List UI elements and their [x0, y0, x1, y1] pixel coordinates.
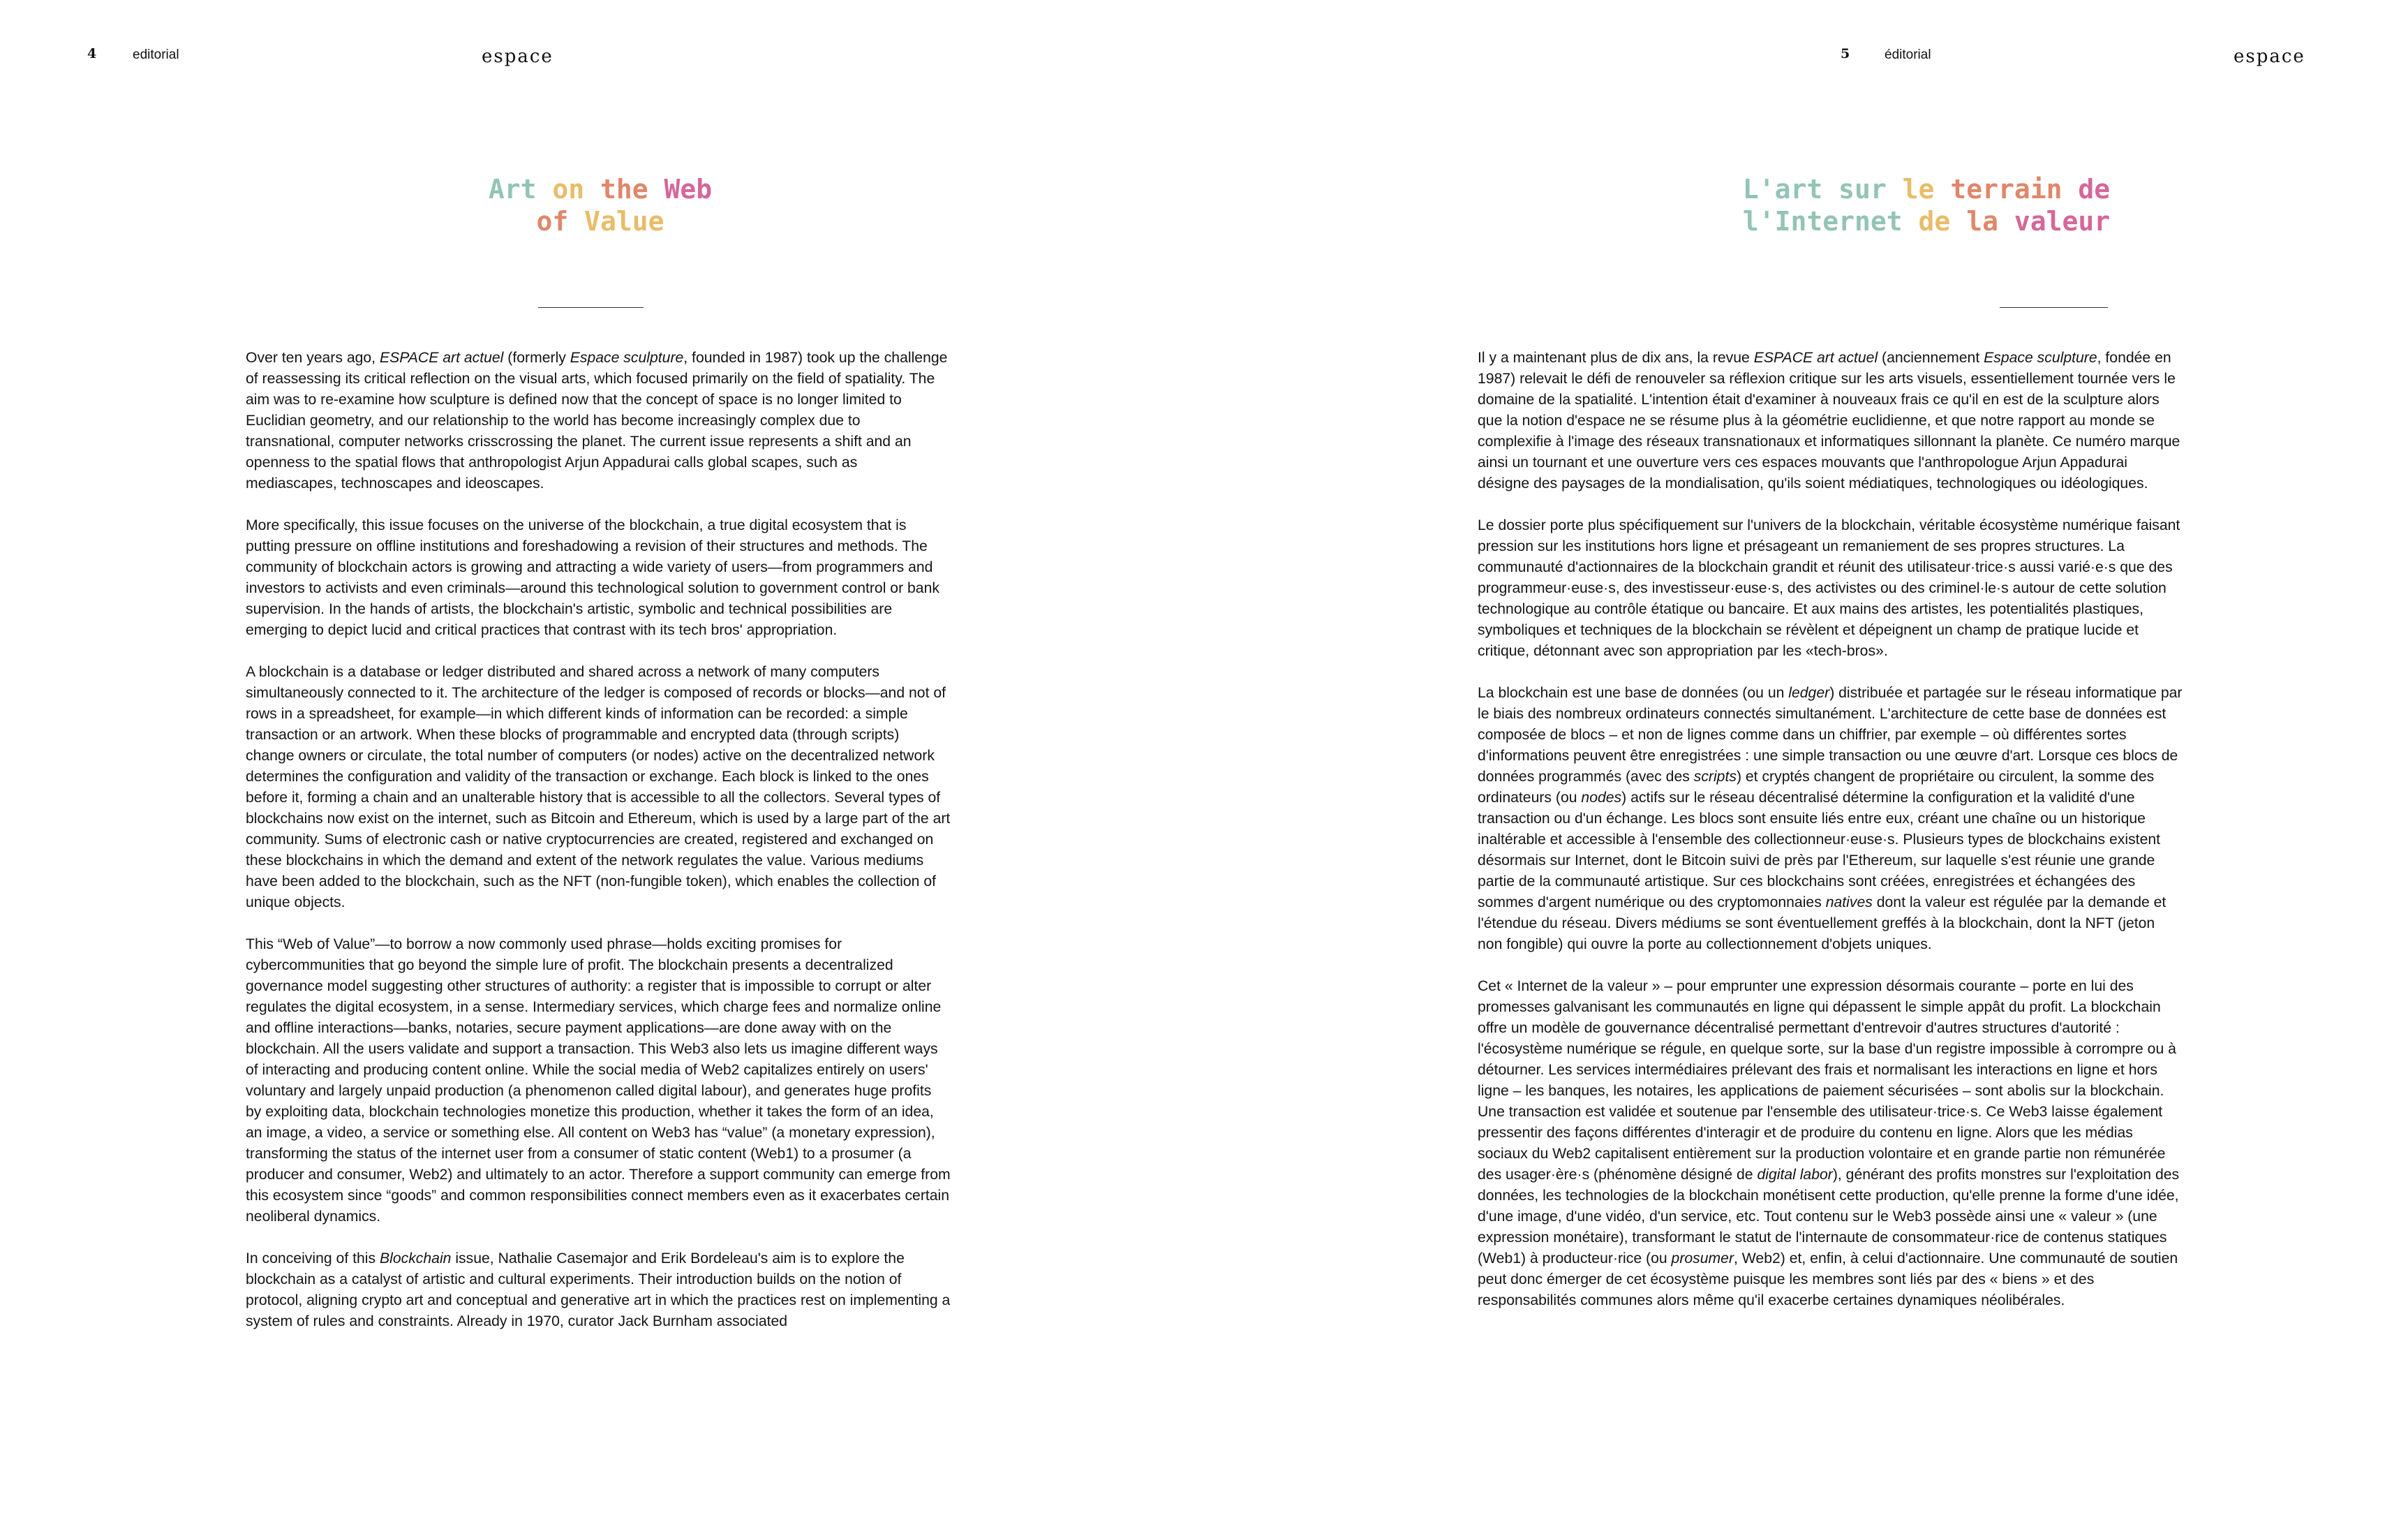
title-word: de — [1918, 206, 1951, 237]
article-body — [246, 348, 951, 1353]
title-word: terrain — [1950, 174, 2063, 205]
paragraph: Le dossier porte plus spécifiquement sur l'univers de la blockchain, véritable écosystème numérique faisant pression sur les institutions hors ligne et présageant un remaniement de ses propres structures. La communauté d'actionnaires de la blockchain grandit et réunit des utilisateur·trice·s aussi varié·e·s que des programmeur·euse·s, des investisseur·euse·s, des activistes ou des criminel·le·s autour de cette solution technologique au contrôle étatique ou bancaire. Et aux mains des artistes, les potentialités plastiques, symboliques et techniques de la blockchain se révèlent et dépeignent un champ de pratique lucide et critique, détonnant avec son appropriation par les «tech-bros». — [1478, 517, 2180, 659]
page-number: 5 — [1841, 46, 1850, 61]
article-title — [1612, 173, 2240, 237]
title-word: l'Internet — [1742, 206, 1903, 237]
title-word: sur — [1838, 174, 1887, 205]
paragraph: Cet « Internet de la valeur » – pour emprunter une expression désormais courante – porte en lui des promesses galvanisant les communautés en ligne qui dépassent le simple appât du profit. La blockchain offre un modèle de gouvernance décentralisé permettant d'entrevoir d'autres structures d'autorité : l'écosystème numérique se régule, en quelque sorte, sur la base d'un registre impossible à corrompre ou à détourner. Les services intermédiaires prélevant des frais et normalisant les interactions en ligne et hors ligne – les banques, les notaires, les applications de paiement sécurisées – sont abolis sur la blockchain. Une transaction est validée et soutenue par l'ensemble des utilisateur·trice·s. Ce Web3 laisse également pressentir des façons différentes d'interagir et de produire du contenu en ligne. Alors que les médias sociaux du Web2 capitalisent entièrement sur la production volontaire et en grande partie non rémunérée des usager·ère·s (phénomène désigné de digital labor), générant des profits monstres sur l'exploitation des données, les technologies de la blockchain monétisent cette production, qu'elle prenne la forme d'une idée, d'une image, d'une vidéo, d'un service, etc. Tout contenu sur le Web3 possède ainsi une « valeur » (une expression monétaire), transformant le statut de l'internaute de consommateur·rice de contenus statiques (Web1) à producteur·rice (ou prosumer, Web2) et, enfin, à celui d'actionnaire. Une communauté de soutien peut donc émerger de cet écosystème puisque les membres sont liés par des « biens » et des responsabilités communes alors même qu'il exacerbe certaines dynamiques néolibérales. — [1478, 978, 2180, 1308]
magazine-logo: espace — [482, 46, 553, 67]
italic-text: natives — [1825, 894, 1873, 910]
paragraph: More specifically, this issue focuses on the universe of the blockchain, a true digital ecosystem that is putting pressure on offline institutions and foreshadowing a revision of their structures and methods. The community of blockchain actors is growing and attracting a wide variety of users—from programmers and investors to activists and even criminals—around this technological solution to government control or bank supervision. In the hands of artists, the blockchain's artistic, symbolic and technical possibilities are emerging to depict lucid and critical practices that contrast with its tech bros' appropriation. — [246, 517, 939, 638]
page-header — [0, 46, 1204, 74]
section-label: éditorial — [1885, 47, 1931, 62]
italic-text: Blockchain — [379, 1250, 452, 1267]
right-page — [1204, 0, 2408, 1536]
page-header — [1204, 46, 2408, 74]
italic-text: ledger — [1788, 685, 1830, 701]
magazine-logo: espace — [2234, 46, 2305, 67]
page-number: 4 — [87, 46, 97, 61]
italic-text: ESPACE art actuel — [1753, 350, 1878, 366]
italic-text: Espace sculpture — [1984, 350, 2097, 366]
section-label: editorial — [133, 47, 179, 62]
title-word: Art — [488, 174, 537, 205]
italic-text: prosumer — [1671, 1250, 1734, 1267]
article-title — [391, 173, 810, 237]
title-divider — [538, 307, 644, 308]
title-word: Value — [584, 206, 664, 237]
title-word: L'art — [1742, 174, 1823, 205]
italic-text: ESPACE art actuel — [379, 350, 504, 366]
italic-text: nodes — [1581, 790, 1622, 806]
paragraph: Il y a maintenant plus de dix ans, la revue ESPACE art actuel (anciennement Espace sculpture, fondée en 1987) relevait le défi de renouveler sa réflexion critique sur les arts visuels, essentiellement tournée vers le domaine de la spatialité. L'intention était d'examiner à nouveaux frais ce qu'il en est de la sculpture alors que la notion d'espace ne se résume plus à la géométrie euclidienne, et que notre rapport au monde se complexifie à l'image des réseaux transnationaux et informatiques sillonnant la planète. Ce numéro marque ainsi un tournant et une ouverture vers ces espaces mouvants que l'anthropologue Arjun Appadurai désigne des paysages de la mondialisation, qu'ils soient médiatiques, technologiques ou idéologiques. — [1478, 350, 2180, 492]
italic-text: Espace sculpture — [570, 350, 684, 366]
title-word: de — [2078, 174, 2111, 205]
title-word: le — [1902, 174, 1935, 205]
title-word: on — [552, 174, 585, 205]
title-word: of — [536, 206, 569, 237]
paragraph: In conceiving of this Blockchain issue, Nathalie Casemajor and Erik Bordeleau's aim is to explore the blockchain as a catalyst of artistic and cultural experiments. Their introduction builds on the notion of protocol, aligning crypto art and conceptual and generative art in which the practices rest on implementing a system of rules and constraints. Already in 1970, curator Jack Burnham associated — [246, 1250, 951, 1329]
title-word: the — [600, 174, 648, 205]
paragraph: A blockchain is a database or ledger distributed and shared across a network of many computers simultaneously connected to it. The architecture of the ledger is composed of records or blocks—and not of rows in a spreadsheet, for example—in which different kinds of information can be recorded: a simple transaction or an artwork. When these blocks of programmable and encrypted data (through scripts) change owners or circulate, the total number of computers (or nodes) active on the decentralized network determines the configuration and validity of the transaction or exchange. Each block is linked to the ones before it, forming a chain and an unalterable history that is accessible to all the collectors. Several types of blockchains now exist on the internet, such as Bitcoin and Ethereum, which is used by a large part of the art community. Sums of electronic cash or native cryptocurrencies are created, registered and exchanged on these blockchains in which the demand and extent of the network regulates the value. Various mediums have been added to the blockchain, such as the NFT (non-fungible token), which enables the collection of unique objects. — [246, 664, 951, 910]
italic-text: digital labor — [1757, 1167, 1833, 1183]
paragraph: Over ten years ago, ESPACE art actuel (formerly Espace sculpture, founded in 1987) took up the challenge of reassessing its critical reflection on the visual arts, which focused primarily on the field of spatiality. The aim was to re-examine how sculpture is defined now that the concept of space is no longer limited to Euclidian geometry, and our relationship to the world has become increasingly complex due to transnational, computer networks crisscrossing the planet. The current issue represents a shift and an openness to the spatial flows that anthropologist Arjun Appadurai calls global scapes, such as mediascapes, technoscapes and ideoscapes. — [246, 350, 948, 492]
italic-text: scripts — [1693, 769, 1737, 785]
article-body — [1478, 348, 2183, 1332]
paragraph: This “Web of Value”—to borrow a now commonly used phrase—holds exciting promises for cybercommunities that go beyond the simple lure of profit. The blockchain presents a decentralized governance model suggesting other structures of authority: a register that is impossible to corrupt or alter regulates the digital ecosystem, in a sense. Intermediary services, which charge fees and normalize online and offline interactions—banks, notaries, secure payment applications—are done away with on the blockchain. All the users validate and support a transaction. This Web3 also lets us imagine different ways of interacting and producing content online. While the social media of Web2 capitalizes entirely on users' voluntary and largely unpaid production (a phenomenon called digital labour), and generates huge profits by exploiting data, blockchain technologies monetize this production, whether it takes the form of an idea, an image, a video, a service or something else. All content on Web3 has “value” (a monetary expression), transforming the status of the internet user from a consumer of static content (Web1) to a prosumer (a producer and consumer, Web2) and ultimately to an actor. Therefore a support community can emerge from this ecosystem since “goods” and common responsibilities connect members even as it exacerbates certain neoliberal dynamics. — [246, 936, 951, 1225]
title-word: Web — [664, 174, 713, 205]
title-word: la — [1966, 206, 1998, 237]
title-word: valeur — [2014, 206, 2111, 237]
title-divider — [2000, 307, 2108, 308]
paragraph: La blockchain est une base de données (ou un ledger) distribuée et partagée sur le réseau informatique par le biais des nombreux ordinateurs connectés simultanément. L'architecture de cette base de données est composée de blocs – et non de lignes comme dans un chiffrier, par exemple – où différentes sortes d'informations peuvent être enregistrées : une simple transaction ou une œuvre d'art. Lorsque ces blocs de données programmés (avec des scripts) et cryptés changent de propriétaire ou circulent, la somme des ordinateurs (ou nodes) actifs sur le réseau décentralisé détermine la configuration et la validité d'une transaction ou d'un échange. Les blocs sont ensuite liés entre eux, créant une chaîne ou un historique inaltérable et accessible à l'ensemble des collectionneur·euse·s. Plusieurs types de blockchains existent désormais sur Internet, dont le Bitcoin suivi de près par l'Ethereum, sur laquelle s'est réunie une grande partie de la communauté artistique. Sur ces blockchains sont créées, enregistrées et échangées des sommes d'argent numérique ou des cryptomonnaies natives dont la valeur est régulée par la demande et l'étendue du réseau. Divers médiums se sont éventuellement greffés à la blockchain, dont la NFT (jeton non fongible) qui ouvre la porte au collectionnement d'objets uniques. — [1478, 685, 2183, 952]
